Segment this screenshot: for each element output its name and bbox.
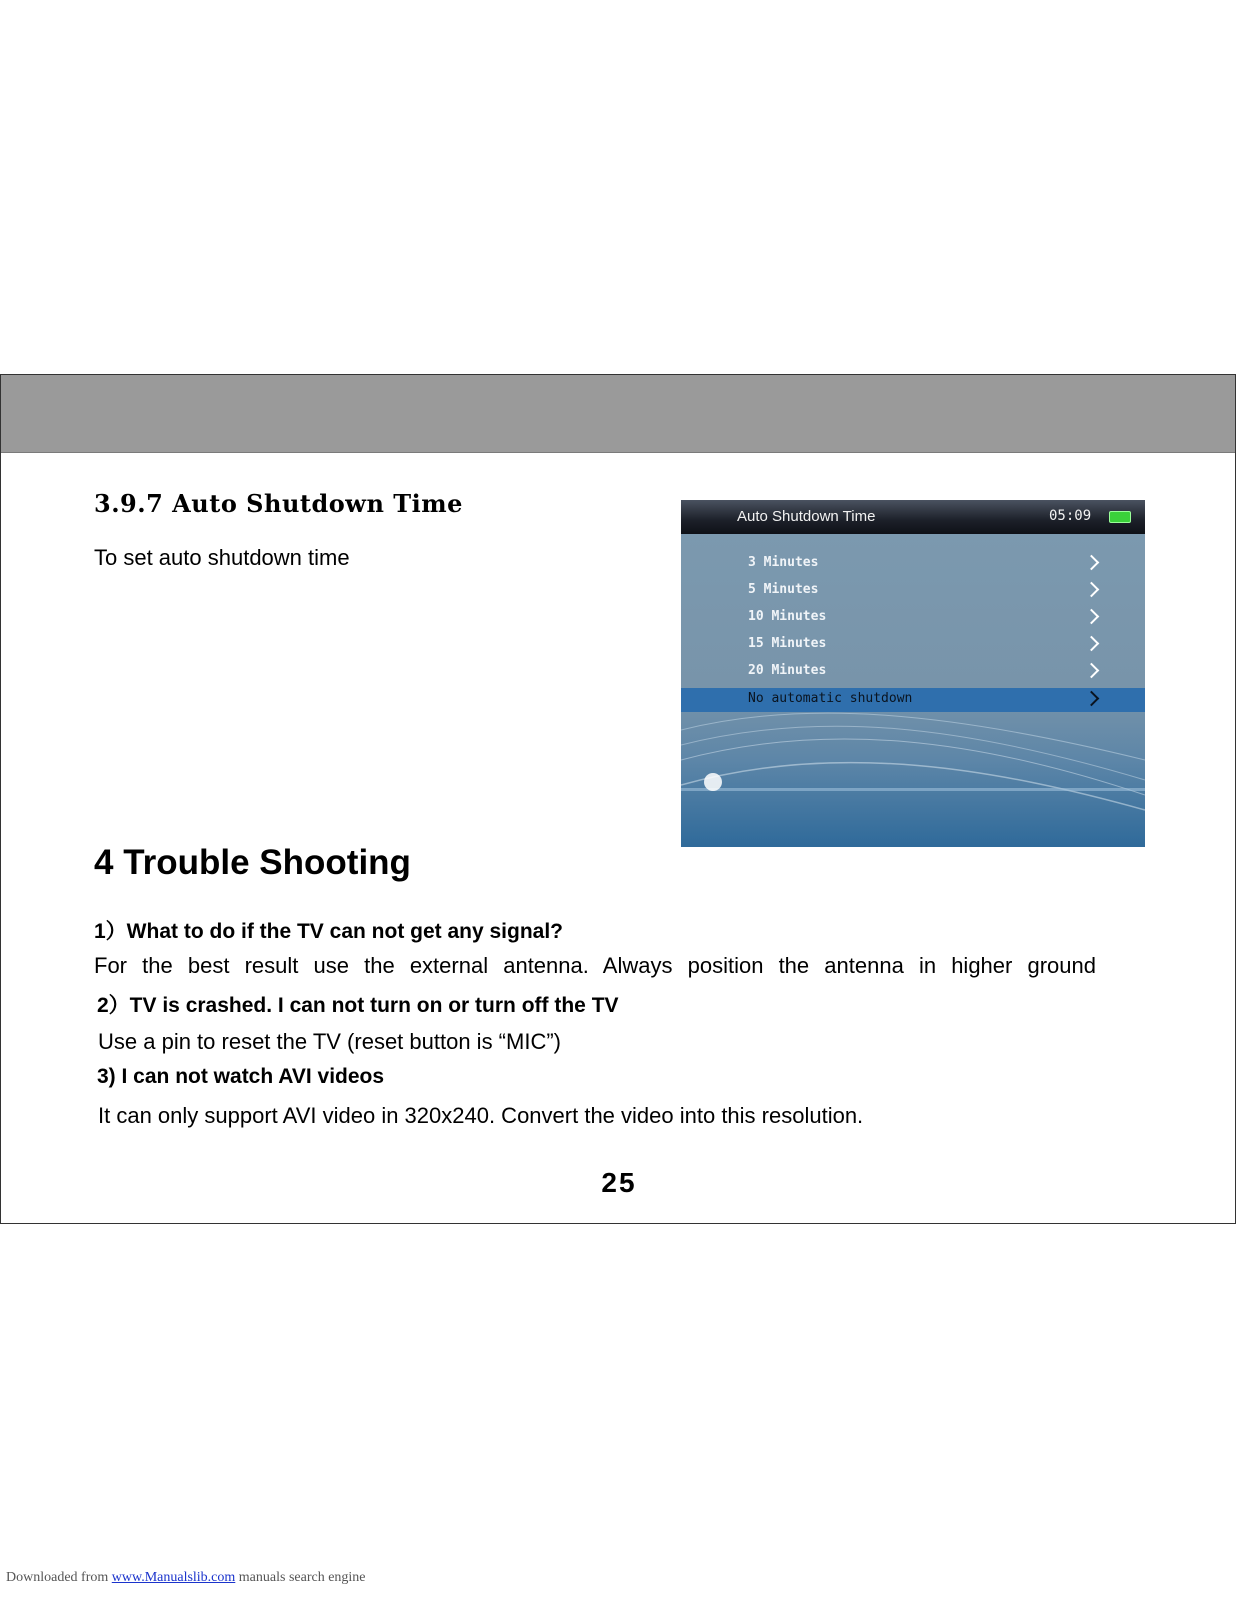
device-screenshot	[681, 500, 1145, 847]
footer-suffix: manuals search engine	[235, 1570, 366, 1585]
manual-page	[0, 374, 1236, 1224]
menu-item-10-minutes[interactable]	[681, 606, 1145, 630]
chevron-right-icon	[1084, 663, 1100, 679]
menu-item-3-minutes[interactable]	[681, 552, 1145, 576]
answer-2: Use a pin to reset the TV (reset button is “MIC”)	[98, 1029, 561, 1054]
chevron-right-icon	[1084, 555, 1100, 571]
menu-item-5-minutes[interactable]	[681, 579, 1145, 603]
menu-item-label: 5 Minutes	[748, 582, 819, 597]
question-1: 1）What to do if the TV can not get any signal?	[94, 920, 564, 943]
wave-decoration	[681, 700, 1145, 847]
menu-item-no-automatic-shutdown[interactable]	[681, 688, 1145, 712]
menu-item-label: No automatic shutdown	[748, 691, 913, 706]
answer-1: For the best result use the external antenna. Always position the antenna in higher ground	[94, 953, 1096, 978]
menu-item-20-minutes[interactable]	[681, 660, 1145, 684]
footer-credit	[6, 1570, 366, 1586]
header-band	[1, 375, 1235, 453]
chevron-right-icon	[1084, 609, 1100, 625]
chevron-right-icon	[1084, 691, 1100, 707]
question-2: 2）TV is crashed. I can not turn on or turn off the TV	[97, 994, 619, 1017]
answer-3: It can only support AVI video in 320x240. Convert the video into this resolution.	[98, 1103, 864, 1128]
screen-clock: 05:09	[1049, 508, 1092, 524]
menu-item-label: 10 Minutes	[748, 609, 827, 624]
menu-item-label: 3 Minutes	[748, 555, 819, 570]
menu-item-label: 15 Minutes	[748, 636, 827, 651]
chevron-right-icon	[1084, 582, 1100, 598]
battery-icon	[1109, 511, 1131, 523]
screen-title: Auto Shutdown Time	[737, 508, 876, 525]
menu-item-label: 20 Minutes	[748, 663, 827, 678]
footer-prefix: Downloaded from	[6, 1570, 112, 1585]
chevron-right-icon	[1084, 636, 1100, 652]
manualslib-link[interactable]: www.Manualslib.com	[111, 1570, 236, 1585]
menu-item-15-minutes[interactable]	[681, 633, 1145, 657]
page-number: 25	[601, 1167, 637, 1198]
section-intro: To set auto shutdown time	[94, 545, 350, 570]
section-title: 3.9.7 Auto Shutdown Time	[94, 489, 463, 518]
question-3: 3) I can not watch AVI videos	[97, 1065, 385, 1088]
chapter-title: 4 Trouble Shooting	[94, 843, 411, 882]
